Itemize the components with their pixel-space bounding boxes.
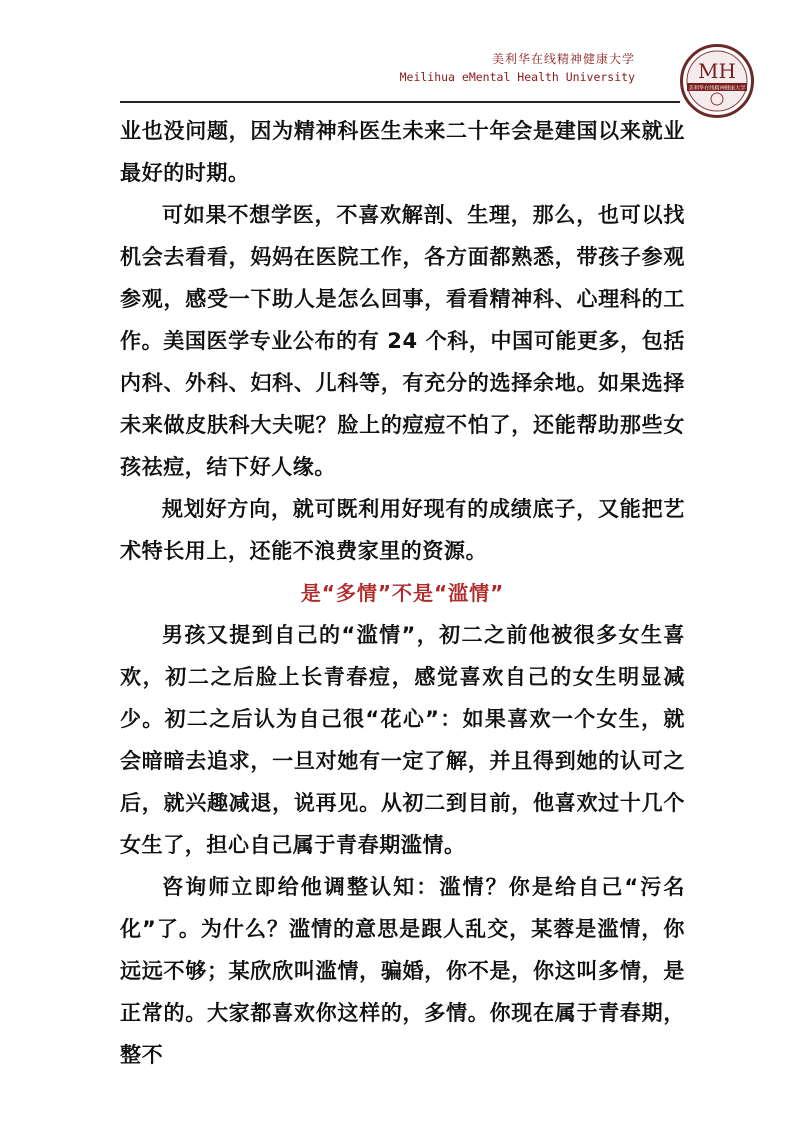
paragraph-5: 咨询师立即给他调整认知：滥情？你是给自己“污名化”了。为什么？滥情的意思是跟人乱交，某蓉是滥情，你远远不够；某欣欣叫滥情，骗婚，你不是，你这叫多情，是正常的。大家都喜欢你这样的，多情。你现在属于青春期，整不 (120, 875, 685, 1067)
paragraph-3: 规划好方向，就可既利用好现有的成绩底子，又能把艺术特长用上，还能不浪费家里的资源。 (120, 497, 685, 563)
paragraph-1: 业也没问题，因为精神科医生未来二十年会是建国以来就业最好的时期。 (120, 119, 685, 185)
org-name-english: Meilihua eMental Health University (399, 70, 635, 84)
page-header (120, 44, 746, 104)
logo-letters: MH (698, 59, 736, 83)
paragraph-2: 可如果不想学医，不喜欢解剖、生理，那么，也可以找机会去看看，妈妈在医院工作，各方面都熟悉，带孩子参观参观，感受一下助人是怎么回事，看看精神科、心理科的工作。美国医学专业公布的有 24 个科，中国可能更多，包括内科、外科、妇科、儿科等，有充分的选择余地。如果选择未来做皮肤科大夫呢？脸上的痘痘不怕了，还能帮助那些女孩祛痘，结下好人缘。 (120, 203, 685, 479)
paragraph-4: 男孩又提到自己的“滥情”，初二之前他被很多女生喜欢，初二之后脸上长青春痘，感觉喜欢自己的女生明显减少。初二之后认为自己很“花心”：如果喜欢一个女生，就会暗暗去追求，一旦对她有一定了解，并且得到她的认可之后，就兴趣减退，说再见。从初二到目前，他喜欢过十几个女生了，担心自己属于青春期滥情。 (120, 623, 685, 857)
header-divider (120, 101, 680, 103)
logo-emblem (683, 47, 751, 115)
org-name-chinese: 美利华在线精神健康大学 (491, 52, 635, 66)
university-logo (680, 44, 754, 118)
article-body (120, 110, 685, 1076)
logo-ring-text: 美利华在线精神健康大学 (688, 85, 746, 92)
section-heading: 是“多情”不是“滥情” (300, 581, 505, 605)
